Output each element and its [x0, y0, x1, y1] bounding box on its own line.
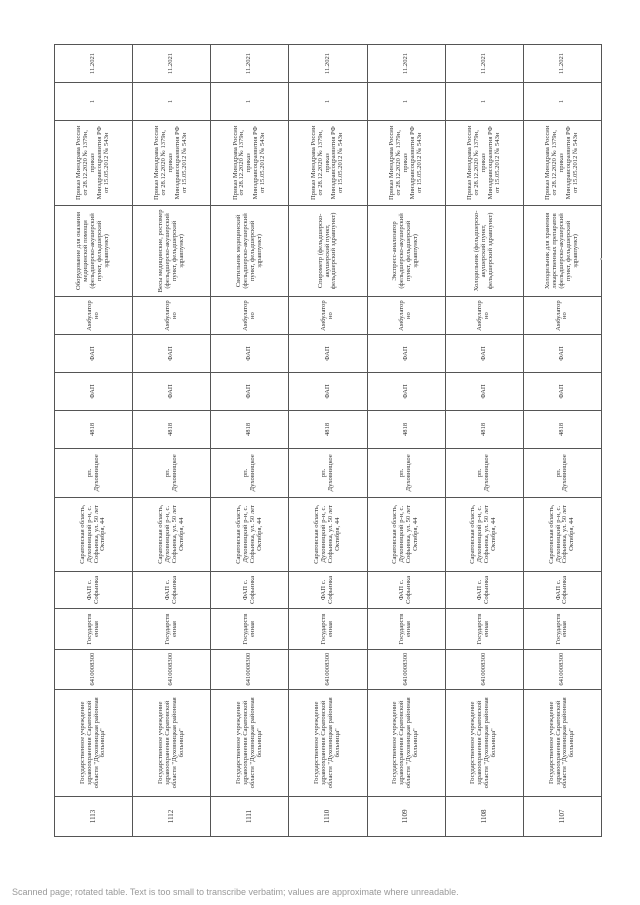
cell-id: 1107: [523, 796, 601, 836]
cell-address: Саратовская область, Духовницкий р-н, с. Софьинка, ул. 50 лет Октября, 44: [289, 497, 367, 571]
cell-name: Государственное учреждение здравоохранения Саратовской области "Духовницкая районная больница": [133, 689, 211, 796]
table-row: [523, 45, 601, 837]
cell-address: Саратовская область, Духовницкий р-н, с. Софьинка, ул. 50 лет Октября, 44: [523, 497, 601, 571]
cell-name: Государственное учреждение здравоохранения Саратовской области "Духовницкая районная больница": [289, 689, 367, 796]
cell-name: Государственное учреждение здравоохранения Саратовской области "Духовницкая районная больница": [367, 689, 445, 796]
cell-id: 1112: [133, 796, 211, 836]
cell-ownership: Государственная: [367, 609, 445, 649]
cell-type2: ФАП: [55, 335, 133, 373]
cell-type1: ФАП: [445, 373, 523, 411]
cell-equipment: Холодильник для хранения лекарственных препаратов (фельдшерско-акушерский пункт, фельдшерский здравпункт): [523, 205, 601, 296]
table-row: [367, 45, 445, 837]
cell-order: Приказ Минздрава России от 28.12.2020 № 1379н, приказ Минздравсоцразвития РФ от 15.05.2012 № 543н: [523, 120, 601, 205]
cell-order: Приказ Минздрава России от 28.12.2020 № 1379н, приказ Минздравсоцразвития РФ от 15.05.2012 № 543н: [133, 120, 211, 205]
cell-oktmo: 4818: [523, 410, 601, 448]
cell-code: 6410008300: [133, 649, 211, 689]
cell-order: Приказ Минздрава России от 28.12.2020 № 1379н, приказ Минздравсоцразвития РФ от 15.05.2012 № 543н: [445, 120, 523, 205]
cell-date: 11.2021: [55, 45, 133, 83]
cell-type1: ФАП: [367, 373, 445, 411]
cell-title: ФАП с. Софьинка: [367, 571, 445, 609]
cell-settlement: рп. Духовницкое: [133, 448, 211, 497]
cell-address: Саратовская область, Духовницкий р-н, с. Софьинка, ул. 50 лет Октября, 44: [55, 497, 133, 571]
cell-qty: 1: [445, 83, 523, 121]
cell-qty: 1: [367, 83, 445, 121]
cell-settlement: рп. Духовницкое: [367, 448, 445, 497]
cell-equipment: Холодильник (фельдшерско-акушерский пункт, фельдшерский здравпункт): [445, 205, 523, 296]
cell-equipment: Спирометр (фельдшерско-акушерский пункт, фельдшерский здравпункт): [289, 205, 367, 296]
cell-id: 1110: [289, 796, 367, 836]
cell-code: 6410008300: [523, 649, 601, 689]
cell-care: Амбулаторно: [211, 297, 289, 335]
cell-name: Государственное учреждение здравоохранения Саратовской области "Духовницкая районная больница": [445, 689, 523, 796]
cell-type2: ФАП: [523, 335, 601, 373]
cell-equipment: Экспресс-анализатор (фельдшерско-акушерский пункт, фельдшерский здравпункт): [367, 205, 445, 296]
cell-type2: ФАП: [445, 335, 523, 373]
cell-title: ФАП с. Софьинка: [289, 571, 367, 609]
cell-equipment: Весы медицинские, ростомер (фельдшерско-акушерский пункт, фельдшерский здравпункт): [133, 205, 211, 296]
cell-oktmo: 4818: [55, 410, 133, 448]
cell-address: Саратовская область, Духовницкий р-н, с. Софьинка, ул. 50 лет Октября, 44: [133, 497, 211, 571]
cell-order: Приказ Минздрава России от 28.12.2020 № 1379н, приказ Минздравсоцразвития РФ от 15.05.2012 № 543н: [55, 120, 133, 205]
cell-care: Амбулаторно: [55, 297, 133, 335]
cell-equipment: Светильник медицинский (фельдшерско-акушерский пункт, фельдшерский здравпункт): [211, 205, 289, 296]
cell-oktmo: 4818: [133, 410, 211, 448]
cell-qty: 1: [289, 83, 367, 121]
cell-ownership: Государственная: [55, 609, 133, 649]
cell-title: ФАП с. Софьинка: [445, 571, 523, 609]
cell-ownership: Государственная: [289, 609, 367, 649]
data-table: [54, 44, 602, 837]
table-row: [445, 45, 523, 837]
table-row: [289, 45, 367, 837]
cell-type2: ФАП: [133, 335, 211, 373]
cell-code: 6410008300: [367, 649, 445, 689]
cell-type2: ФАП: [289, 335, 367, 373]
cell-order: Приказ Минздрава России от 28.12.2020 № 1379н, приказ Минздравсоцразвития РФ от 15.05.2012 № 543н: [289, 120, 367, 205]
cell-order: Приказ Минздрава России от 28.12.2020 № 1379н, приказ Минздравсоцразвития РФ от 15.05.2012 № 543н: [211, 120, 289, 205]
cell-name: Государственное учреждение здравоохранения Саратовской области "Духовницкая районная больница": [523, 689, 601, 796]
cell-care: Амбулаторно: [523, 297, 601, 335]
cell-date: 11.2021: [523, 45, 601, 83]
cell-ownership: Государственная: [523, 609, 601, 649]
cell-name: Государственное учреждение здравоохранения Саратовской области "Духовницкая районная больница": [211, 689, 289, 796]
cell-date: 11.2021: [445, 45, 523, 83]
cell-qty: 1: [523, 83, 601, 121]
cell-type1: ФАП: [289, 373, 367, 411]
cell-order: Приказ Минздрава России от 28.12.2020 № 1379н, приказ Минздравсоцразвития РФ от 15.05.2012 № 543н: [367, 120, 445, 205]
cell-title: ФАП с. Софьинка: [133, 571, 211, 609]
cell-type1: ФАП: [211, 373, 289, 411]
cell-address: Саратовская область, Духовницкий р-н, с. Софьинка, ул. 50 лет Октября, 44: [367, 497, 445, 571]
cell-type1: ФАП: [523, 373, 601, 411]
cell-settlement: рп. Духовницкое: [55, 448, 133, 497]
cell-care: Амбулаторно: [445, 297, 523, 335]
cell-date: 11.2021: [133, 45, 211, 83]
cell-id: 1113: [55, 796, 133, 836]
cell-oktmo: 4818: [367, 410, 445, 448]
table-row: [211, 45, 289, 837]
cell-ownership: Государственная: [211, 609, 289, 649]
rotated-table: [54, 44, 602, 837]
cell-type2: ФАП: [367, 335, 445, 373]
cell-type1: ФАП: [55, 373, 133, 411]
cell-settlement: рп. Духовницкое: [289, 448, 367, 497]
cell-code: 6410008300: [445, 649, 523, 689]
cell-care: Амбулаторно: [289, 297, 367, 335]
cell-title: ФАП с. Софьинка: [55, 571, 133, 609]
cell-care: Амбулаторно: [367, 297, 445, 335]
cell-ownership: Государственная: [133, 609, 211, 649]
cell-oktmo: 4818: [289, 410, 367, 448]
cell-code: 6410008300: [289, 649, 367, 689]
cell-id: 1109: [367, 796, 445, 836]
cell-name: Государственное учреждение здравоохранения Саратовской области "Духовницкая районная больница": [55, 689, 133, 796]
cell-date: 11.2021: [211, 45, 289, 83]
cell-qty: 1: [55, 83, 133, 121]
rotated-table-area: [54, 44, 602, 837]
cell-address: Саратовская область, Духовницкий р-н, с. Софьинка, ул. 50 лет Октября, 44: [211, 497, 289, 571]
table-row: [133, 45, 211, 837]
cell-oktmo: 4818: [211, 410, 289, 448]
cell-ownership: Государственная: [445, 609, 523, 649]
cell-code: 6410008300: [55, 649, 133, 689]
cell-address: Саратовская область, Духовницкий р-н, с. Софьинка, ул. 50 лет Октября, 44: [445, 497, 523, 571]
cell-id: 1111: [211, 796, 289, 836]
cell-type2: ФАП: [211, 335, 289, 373]
scan-speck: [600, 258, 602, 260]
cell-date: 11.2021: [289, 45, 367, 83]
cell-settlement: рп. Духовницкое: [211, 448, 289, 497]
cell-qty: 1: [211, 83, 289, 121]
cell-equipment: Оборудование для оказания медицинской помощи (фельдшерско-акушерский пункт, фельдшерский здравпункт): [55, 205, 133, 296]
cell-care: Амбулаторно: [133, 297, 211, 335]
cell-date: 11.2021: [367, 45, 445, 83]
cell-settlement: рп. Духовницкое: [523, 448, 601, 497]
table-row: [55, 45, 133, 837]
cell-type1: ФАП: [133, 373, 211, 411]
cell-id: 1108: [445, 796, 523, 836]
cell-title: ФАП с. Софьинка: [211, 571, 289, 609]
cell-settlement: рп. Духовницкое: [445, 448, 523, 497]
cell-qty: 1: [133, 83, 211, 121]
cell-code: 6410008300: [211, 649, 289, 689]
scan-note: Scanned page; rotated table. Text is too small to transcribe verbatim; values are approximate where unreadable.: [12, 887, 459, 897]
cell-oktmo: 4818: [445, 410, 523, 448]
cell-title: ФАП с. Софьинка: [523, 571, 601, 609]
